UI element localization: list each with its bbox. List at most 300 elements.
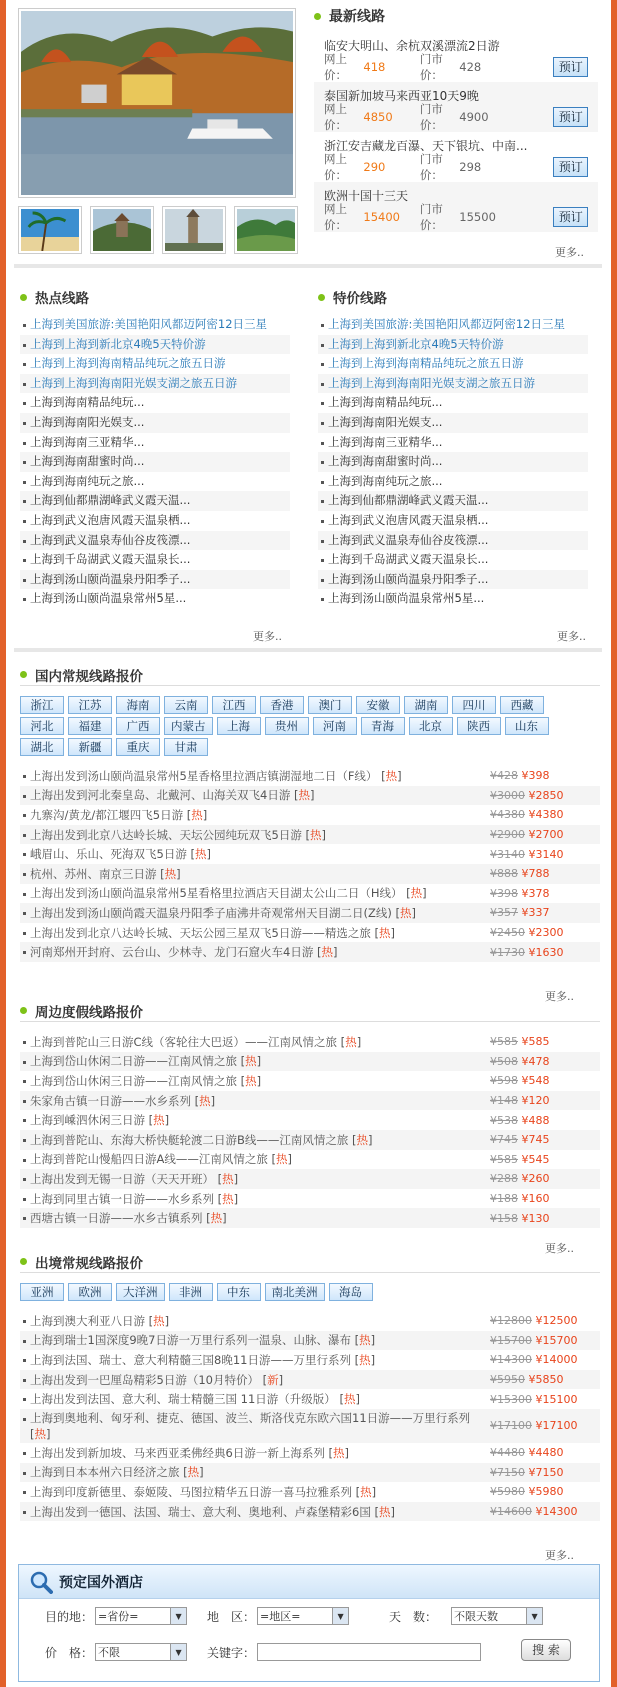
sale-price: ¥745: [521, 1133, 550, 1147]
region-tag[interactable]: 北京: [409, 717, 453, 735]
route-name[interactable]: 上海到普陀山、东海大桥快艇轮渡二日游B线——江南风情之旅 [热]: [30, 1132, 373, 1147]
route-row: [20, 1110, 600, 1130]
book-button[interactable]: 预订: [553, 57, 588, 77]
destination-select[interactable]: =省份= ▼: [95, 1607, 187, 1625]
outbound-title: 出境常规线路报价: [20, 1251, 600, 1273]
route-list-item[interactable]: 上海到海南三亚精华...: [20, 433, 290, 453]
latest-more-link[interactable]: 更多..: [555, 246, 584, 259]
thumbnail-castle[interactable]: [90, 206, 154, 254]
route-list-item[interactable]: 上海到海南三亚精华...: [318, 433, 588, 453]
thumbnail-tower[interactable]: [162, 206, 226, 254]
route-list-item[interactable]: 上海到海南纯玩之旅...: [20, 472, 290, 492]
shop-price: 4900: [459, 110, 489, 124]
route-name[interactable]: 上海到普陀山慢船四日游A线——江南风情之旅 [热]: [30, 1152, 293, 1167]
route-name[interactable]: 河南郑州开封府、云台山、少林寺、龙门石窟火车4日游 [热]: [30, 945, 338, 960]
route-list-item[interactable]: 上海到上海到海南阳光娱支湖之旅五日游: [318, 374, 588, 394]
route-name[interactable]: 上海出发到汤山颐尚温泉常州5星看格里拉酒店天目湖太公山二日（H线） [热]: [30, 886, 427, 901]
bullet-icon: [20, 294, 27, 301]
sale-price: ¥398: [521, 769, 550, 783]
original-price: ¥12800: [490, 1314, 532, 1328]
route-name[interactable]: 朱家角古镇一日游——水乡系列 [热]: [30, 1093, 216, 1108]
hot-badge: 热: [153, 1113, 165, 1128]
route-list-item[interactable]: 上海到上海到新北京4晚5天特价游: [20, 335, 290, 355]
route-name-text: 上海出发到北京八达岭长城、天坛公园纯玩双飞5日游: [30, 827, 302, 842]
route-row: [20, 1071, 600, 1091]
sale-price: ¥1630: [528, 945, 564, 959]
shop-price-label: 门市价：: [419, 202, 443, 232]
nearby-more-link[interactable]: 更多..: [545, 1242, 574, 1255]
route-row: [20, 1311, 600, 1331]
destination-label: 目的地：: [45, 1609, 94, 1624]
region-tag[interactable]: 上海: [217, 717, 261, 735]
hot-badge: 热: [191, 807, 203, 822]
region-tag[interactable]: 中东: [217, 1283, 261, 1301]
nearby-routes-section: [20, 1000, 600, 1228]
net-price-label: 网上价：: [324, 102, 347, 132]
route-list-item[interactable]: 上海到汤山颐尚温泉常州5星...: [20, 589, 290, 609]
latest-routes-panel: [314, 4, 598, 232]
hotel-search-title: 预定国外酒店: [59, 1574, 143, 1591]
hot-badge: 热: [222, 1191, 234, 1206]
route-row: [20, 1189, 600, 1209]
route-list-item[interactable]: 上海到海南精品纯玩...: [318, 393, 588, 413]
net-price: 4850: [363, 110, 393, 124]
hot-badge: 热: [360, 1484, 372, 1499]
route-name[interactable]: 上海到日本本州六日经济之旅 [热]: [30, 1465, 204, 1480]
latest-route-item: [314, 132, 598, 182]
region-tag[interactable]: 江西: [212, 696, 256, 714]
region-tag[interactable]: 大洋洲: [116, 1283, 165, 1301]
route-list-item[interactable]: 上海到汤山颐尚温泉丹阳季子...: [318, 570, 588, 590]
region-tag[interactable]: 新疆: [68, 738, 112, 756]
sale-price: ¥4380: [528, 808, 564, 822]
route-name-text: 上海到奥地利、匈牙利、捷克、德国、波兰、斯洛伐克东欧六国11日游——万里行系列: [30, 1410, 471, 1425]
special-routes-panel: [318, 285, 588, 609]
hot-routes-title: 热点线路: [20, 285, 290, 309]
original-price: ¥7150: [490, 1465, 525, 1479]
region-tag[interactable]: 河北: [20, 717, 64, 735]
route-name[interactable]: 上海出发到北京八达岭长城、天坛公园三星双飞5日游——精选之旅 [热]: [30, 925, 395, 940]
nearby-routes-list: [20, 1032, 600, 1228]
latest-route-name[interactable]: 浙江安吉藏龙百瀑、天下银坑、中南...: [324, 139, 528, 153]
original-price: ¥508: [490, 1054, 518, 1068]
route-name[interactable]: 上海出发到北京八达岭长城、天坛公园纯玩双飞5日游 [热]: [30, 827, 326, 842]
shop-price: 298: [459, 160, 482, 174]
original-price: ¥288: [490, 1172, 518, 1186]
original-price: ¥2450: [490, 926, 525, 940]
keyword-label: 关键字：: [207, 1645, 256, 1660]
route-name-text: 杭州、苏州、南京三日游: [30, 866, 157, 881]
route-name-text: 河南郑州开封府、云台山、少林寺、龙门石窟火车4日游: [30, 945, 314, 960]
route-name-text: 上海出发到一巴厘岛精彩5日游（10月特价）: [30, 1372, 259, 1387]
region-tag[interactable]: 湖北: [20, 738, 64, 756]
route-name-text: 上海到普陀山三日游C线（客轮往大巴返）——江南风情之旅: [30, 1034, 338, 1049]
route-name[interactable]: 上海到瑞士1国深度9晚7日游一万里行系列一温泉、山脉、瀑布 [热]: [30, 1333, 376, 1348]
original-price: ¥5980: [490, 1485, 525, 1499]
route-name[interactable]: 上海出发到法国、意大利、瑞士精髓三国 11日游（升级版） [热]: [30, 1392, 360, 1407]
route-row: [20, 1370, 600, 1390]
route-list-item[interactable]: 上海到美国旅游:美国艳阳风都迈阿密12日三星: [20, 315, 290, 335]
latest-route-name[interactable]: 临安大明山、余杭双溪漂流2日游: [324, 39, 500, 53]
original-price: ¥15700: [490, 1333, 532, 1347]
route-row: [20, 1409, 600, 1443]
route-list-item[interactable]: 上海到海南纯玩之旅...: [318, 472, 588, 492]
latest-route-item: [314, 182, 598, 232]
sale-price: ¥260: [521, 1172, 550, 1186]
route-row: [20, 1482, 600, 1502]
hot-badge: 热: [164, 866, 177, 881]
route-name-text: 上海出发到一德国、法国、瑞士、意大利、奥地利、卢森堡精彩6国: [30, 1504, 371, 1519]
province-tags: [20, 696, 580, 756]
latest-routes-title: 最新线路: [314, 4, 598, 28]
route-name[interactable]: 九寨沟/黄龙/都江堰四飞5日游 [热]: [30, 807, 208, 822]
latest-route-name[interactable]: 欧洲十国十三天: [324, 189, 409, 203]
area-select[interactable]: =地区= ▼: [257, 1607, 349, 1625]
route-name[interactable]: 上海到嵊泗休闲三日游 [热]: [30, 1113, 170, 1128]
region-tag[interactable]: 江苏: [68, 696, 112, 714]
shop-price-label: 门市价：: [419, 152, 443, 182]
route-list-item[interactable]: 上海到海南精品纯玩...: [20, 393, 290, 413]
sale-price: ¥5980: [528, 1485, 564, 1499]
route-name-text: 上海到日本本州六日经济之旅: [30, 1465, 180, 1480]
route-name[interactable]: 上海到奥地利、匈牙利、捷克、德国、波兰、斯洛伐克东欧六国11日游——万里行系列 [热]: [30, 1410, 471, 1441]
route-row: [20, 884, 600, 904]
original-price: ¥158: [490, 1211, 518, 1225]
route-row: [20, 864, 600, 884]
route-name-text: 西塘古镇一日游——水乡古镇系列: [30, 1211, 203, 1226]
route-name[interactable]: 上海到普陀山三日游C线（客轮往大巴返）——江南风情之旅 [热]: [30, 1034, 362, 1049]
sale-price: ¥17100: [535, 1419, 578, 1433]
route-name-text: 上海出发到汤山颐尚温泉常州5星香格里拉酒店镇湖湿地二日（F线）: [30, 768, 378, 783]
hot-badge: 热: [321, 945, 333, 960]
route-list-item[interactable]: 上海到海南阳光娱支...: [318, 413, 588, 433]
hot-badge: 热: [385, 768, 398, 783]
keyword-input[interactable]: [257, 1643, 481, 1661]
sale-price: ¥545: [521, 1152, 550, 1166]
route-list-item[interactable]: 上海到汤山颐尚温泉丹阳季子...: [20, 570, 290, 590]
outbound-routes-section: [20, 1251, 600, 1521]
hotel-search-panel: [18, 1564, 600, 1682]
sale-price: ¥478: [521, 1054, 550, 1068]
route-name-text: 上海到岱山休闲三日游——江南风情之旅: [30, 1073, 237, 1088]
sale-price: ¥160: [521, 1192, 550, 1206]
sale-price: ¥548: [521, 1074, 550, 1088]
region-tag[interactable]: 浙江: [20, 696, 64, 714]
route-name-text: 上海出发到河北秦皇岛、北戴河、山海关双飞4日游: [30, 788, 291, 803]
region-tag[interactable]: 海南: [116, 696, 160, 714]
region-tag[interactable]: 四川: [452, 696, 496, 714]
thumbnail-green-valley[interactable]: [234, 206, 298, 254]
route-list-item[interactable]: 上海到上海到海南精品纯玩之旅五日游: [318, 354, 588, 374]
region-tag[interactable]: 非洲: [169, 1283, 213, 1301]
search-button[interactable]: 搜 索: [521, 1639, 571, 1661]
route-row: [20, 1389, 600, 1409]
bullet-icon: [314, 13, 321, 20]
route-name[interactable]: 峨眉山、乐山、死海双飞5日游 [热]: [30, 847, 211, 862]
route-name[interactable]: 上海出发到一巴厘岛精彩5日游（10月特价） [新]: [30, 1372, 284, 1387]
region-tag[interactable]: 陕西: [457, 717, 501, 735]
thumbnail-palm-beach[interactable]: [18, 206, 82, 254]
sale-price: ¥488: [521, 1113, 550, 1127]
route-name-text: 上海到瑞士1国深度9晚7日游一万里行系列一温泉、山脉、瀑布: [30, 1333, 351, 1348]
net-price-label: 网上价：: [324, 152, 347, 182]
original-price: ¥5950: [490, 1373, 525, 1387]
route-name[interactable]: 上海出发到河北秦皇岛、北戴河、山海关双飞4日游 [热]: [30, 788, 315, 803]
region-tag[interactable]: 重庆: [116, 738, 160, 756]
region-tag[interactable]: 香港: [260, 696, 304, 714]
route-name[interactable]: 西塘古镇一日游——水乡古镇系列 [热]: [30, 1211, 227, 1226]
region-tag[interactable]: 安徽: [356, 696, 400, 714]
hot-badge: 热: [356, 1132, 369, 1147]
hot-badge: 热: [187, 1465, 200, 1480]
chevron-down-icon: ▼: [170, 1608, 186, 1624]
sale-price: ¥14300: [535, 1505, 578, 1519]
original-price: ¥4480: [490, 1446, 525, 1460]
bullet-icon: [20, 1007, 27, 1014]
original-price: ¥148: [490, 1094, 518, 1108]
hot-badge: 热: [222, 1171, 234, 1186]
book-button[interactable]: 预订: [553, 207, 588, 227]
route-list-item[interactable]: 上海到上海到海南阳光娱支湖之旅五日游: [20, 374, 290, 394]
domestic-routes-section: [20, 664, 600, 962]
route-row: [20, 1350, 600, 1370]
sale-price: ¥585: [521, 1035, 550, 1049]
route-name-text: 上海到法国、瑞士、意大利精髓三国8晚11日游——万里行系列: [30, 1352, 351, 1367]
route-row: [20, 1169, 600, 1189]
region-tag[interactable]: 湖南: [404, 696, 448, 714]
original-price: ¥398: [490, 886, 518, 900]
route-list-item[interactable]: 上海到上海到海南精品纯玩之旅五日游: [20, 354, 290, 374]
magnifier-icon: [29, 1570, 53, 1594]
original-price: ¥585: [490, 1152, 518, 1166]
hot-badge: 热: [194, 847, 207, 862]
route-name-text: 上海出发到新加坡、马来西亚柔佛经典6日游一新上海系列: [30, 1445, 325, 1460]
region-tag[interactable]: 海岛: [329, 1283, 373, 1301]
sale-price: ¥3140: [528, 847, 564, 861]
route-name[interactable]: 上海到同里古镇一日游——水乡系列 [热]: [30, 1191, 239, 1206]
route-name[interactable]: 上海出发到汤山颐尚温泉常州5星香格里拉酒店镇湖湿地二日（F线） [热]: [30, 768, 402, 783]
route-list-item[interactable]: 上海到海南甜蜜时尚...: [318, 452, 588, 472]
region-tag[interactable]: 亚洲: [20, 1283, 64, 1301]
route-name[interactable]: 上海出发到新加坡、马来西亚柔佛经典6日游一新上海系列 [热]: [30, 1445, 349, 1460]
original-price: ¥888: [490, 867, 518, 881]
route-row: [20, 1443, 600, 1463]
route-name-text: 上海出发到汤山颐尚温泉常州5星看格里拉酒店天目湖太公山二日（H线）: [30, 886, 403, 901]
original-price: ¥1730: [490, 945, 525, 959]
region-tag[interactable]: 内蒙古: [164, 717, 213, 735]
region-tag[interactable]: 西藏: [500, 696, 544, 714]
route-name-text: 上海到岱山休闲二日游——江南风情之旅: [30, 1054, 237, 1069]
route-name-text: 九寨沟/黄龙/都江堰四飞5日游: [30, 807, 184, 822]
latest-route-name[interactable]: 泰国新加坡马来西亚10天9晚: [324, 89, 479, 103]
original-price: ¥4380: [490, 808, 525, 822]
days-label: 天 数：: [389, 1609, 438, 1624]
route-row: [20, 1208, 600, 1228]
original-price: ¥14600: [490, 1505, 532, 1519]
route-row: [20, 766, 600, 786]
route-name-text: 上海到普陀山慢船四日游A线——江南风情之旅: [30, 1152, 268, 1167]
region-tag[interactable]: 贵州: [265, 717, 309, 735]
route-name-text: 上海出发到无锡一日游（天天开班）: [30, 1171, 214, 1186]
sale-price: ¥12500: [535, 1314, 578, 1328]
route-row: [20, 1091, 600, 1111]
route-row: [20, 1052, 600, 1072]
hot-badge: 热: [332, 1445, 345, 1460]
days-select[interactable]: 不限天数 ▼: [451, 1607, 543, 1625]
bullet-icon: [20, 671, 27, 678]
sale-price: ¥14000: [535, 1353, 578, 1367]
region-tag[interactable]: 广西: [116, 717, 160, 735]
book-button[interactable]: 预订: [553, 157, 588, 177]
original-price: ¥3000: [490, 788, 525, 802]
original-price: ¥2900: [490, 828, 525, 842]
hot-badge: 热: [245, 1054, 257, 1069]
route-row: [20, 1331, 600, 1351]
bullet-icon: [318, 294, 325, 301]
route-list-item[interactable]: 上海到武义温泉寿仙谷皮筏漂...: [20, 531, 290, 551]
special-more-link[interactable]: 更多..: [557, 630, 586, 643]
route-name[interactable]: 上海出发到汤山颐尚霞天温泉丹阳季子庙沸井奇观常州天目湖二日(Z线) [热]: [30, 905, 417, 920]
route-row: [20, 786, 600, 806]
photo-thumbnails: [18, 206, 298, 254]
hot-badge: 热: [400, 905, 412, 920]
sale-price: ¥2300: [528, 926, 564, 940]
special-routes-list: [318, 315, 588, 609]
shop-price-label: 门市价：: [419, 52, 443, 82]
route-name[interactable]: 上海到岱山休闲二日游——江南风情之旅 [热]: [30, 1054, 262, 1069]
route-row: [20, 1130, 600, 1150]
route-name-text: 峨眉山、乐山、死海双飞5日游: [30, 847, 187, 862]
route-row: [20, 844, 600, 864]
sale-price: ¥15700: [535, 1333, 578, 1347]
hot-badge: 热: [359, 1352, 371, 1367]
sale-price: ¥7150: [528, 1465, 564, 1479]
sale-price: ¥5850: [528, 1373, 564, 1387]
original-price: ¥188: [490, 1192, 518, 1206]
route-list-item[interactable]: 上海到武义泡唐风霞天温泉栖...: [20, 511, 290, 531]
route-name[interactable]: 上海到岱山休闲三日游——江南风情之旅 [热]: [30, 1073, 262, 1088]
hot-badge: 热: [345, 1034, 357, 1049]
route-list-item[interactable]: 上海到千岛湖武义霞天温泉长...: [20, 550, 290, 570]
hot-badge: 热: [199, 1093, 211, 1108]
original-price: ¥15300: [490, 1392, 532, 1406]
route-row: [20, 903, 600, 923]
outbound-more-link[interactable]: 更多..: [545, 1549, 574, 1562]
featured-photo[interactable]: [18, 8, 296, 198]
hot-routes-panel: [20, 285, 290, 609]
route-list-item[interactable]: 上海到海南阳光娱支...: [20, 413, 290, 433]
region-tag[interactable]: 云南: [164, 696, 208, 714]
route-row: [20, 923, 600, 943]
route-list-item[interactable]: 上海到海南甜蜜时尚...: [20, 452, 290, 472]
route-row: [20, 805, 600, 825]
route-name[interactable]: 上海出发到一德国、法国、瑞士、意大利、奥地利、卢森堡精彩6国 [热]: [30, 1504, 395, 1519]
domestic-routes-list: [20, 766, 600, 962]
route-name[interactable]: 上海出发到无锡一日游（天天开班） [热]: [30, 1171, 239, 1186]
domestic-more-link[interactable]: 更多..: [545, 990, 574, 1003]
original-price: ¥14300: [490, 1353, 532, 1367]
route-name[interactable]: 上海到印度新德里、泰姬陵、马图拉精华五日游一喜马拉雅系列 [热]: [30, 1484, 377, 1499]
region-tag[interactable]: 福建: [68, 717, 112, 735]
book-button[interactable]: 预订: [553, 107, 588, 127]
route-name-text: 朱家角古镇一日游——水乡系列: [30, 1093, 191, 1108]
route-row: [20, 1502, 600, 1522]
hot-badge: 热: [210, 1211, 223, 1226]
route-list-item[interactable]: 上海到美国旅游:美国艳阳风都迈阿密12日三星: [318, 315, 588, 335]
sale-price: ¥4480: [528, 1446, 564, 1460]
hot-more-link[interactable]: 更多..: [253, 630, 282, 643]
latest-routes-list: [314, 32, 598, 232]
hotel-search-header: [19, 1565, 599, 1599]
route-name-text: 上海到澳大利亚八日游: [30, 1313, 145, 1328]
region-tag[interactable]: 澳门: [308, 696, 352, 714]
route-row: [20, 1463, 600, 1483]
region-tag[interactable]: 南北美洲: [265, 1283, 325, 1301]
net-price-label: 网上价：: [324, 52, 347, 82]
shop-price-label: 门市价：: [419, 102, 443, 132]
route-name-text: 上海出发到汤山颐尚霞天温泉丹阳季子庙沸井奇观常州天目湖二日(Z线): [30, 905, 392, 920]
original-price: ¥357: [490, 906, 518, 920]
route-list-item[interactable]: 上海到武义泡唐风霞天温泉栖...: [318, 511, 588, 531]
route-name[interactable]: 上海到法国、瑞士、意大利精髓三国8晚11日游——万里行系列 [热]: [30, 1352, 376, 1367]
region-tag[interactable]: 青海: [361, 717, 405, 735]
chevron-down-icon: ▼: [170, 1644, 186, 1660]
special-routes-title: 特价线路: [318, 285, 588, 309]
hot-badge: 热: [378, 925, 391, 940]
region-tag[interactable]: 河南: [313, 717, 357, 735]
region-tag[interactable]: 山东: [505, 717, 549, 735]
hot-badge: 热: [410, 886, 423, 901]
route-name-text: 上海出发到法国、意大利、瑞士精髓三国 11日游（升级版）: [30, 1392, 336, 1407]
route-list-item[interactable]: 上海到仙都鼎湖峰武义霞天温...: [20, 491, 290, 511]
region-tag[interactable]: 欧洲: [68, 1283, 112, 1301]
shop-price: 428: [459, 60, 482, 74]
route-name[interactable]: 上海到澳大利亚八日游 [热]: [30, 1313, 170, 1328]
sale-price: ¥2700: [528, 828, 564, 842]
route-list-item[interactable]: 上海到武义温泉寿仙谷皮筏漂...: [318, 531, 588, 551]
route-row: [20, 1032, 600, 1052]
chevron-down-icon: ▼: [526, 1608, 542, 1624]
original-price: ¥585: [490, 1035, 518, 1049]
original-price: ¥428: [490, 769, 518, 783]
hot-routes-list: [20, 315, 290, 609]
region-tag[interactable]: 甘肃: [164, 738, 208, 756]
hot-badge: 热: [276, 1152, 288, 1167]
route-name-text: 上海到普陀山、东海大桥快艇轮渡二日游B线——江南风情之旅: [30, 1132, 349, 1147]
route-list-item[interactable]: 上海到上海到新北京4晚5天特价游: [318, 335, 588, 355]
route-list-item[interactable]: 上海到千岛湖武义霞天温泉长...: [318, 550, 588, 570]
route-row: [20, 942, 600, 962]
hot-badge: 热: [378, 1504, 391, 1519]
original-price: ¥538: [490, 1113, 518, 1127]
route-list-item[interactable]: 上海到仙都鼎湖峰武义霞天温...: [318, 491, 588, 511]
hot-badge: 新: [267, 1372, 279, 1387]
net-price-label: 网上价：: [324, 202, 347, 232]
route-name[interactable]: 杭州、苏州、南京三日游 [热]: [30, 866, 181, 881]
route-name-text: 上海到嵊泗休闲三日游: [30, 1113, 145, 1128]
price-select[interactable]: 不限 ▼: [95, 1643, 187, 1661]
route-row: [20, 825, 600, 845]
hot-badge: 热: [245, 1073, 257, 1088]
net-price: 290: [363, 160, 386, 174]
original-price: ¥17100: [490, 1419, 532, 1433]
route-row: [20, 1150, 600, 1170]
sale-price: ¥130: [521, 1211, 550, 1225]
route-list-item[interactable]: 上海到汤山颐尚温泉常州5星...: [318, 589, 588, 609]
sale-price: ¥2850: [528, 788, 564, 802]
sale-price: ¥788: [521, 867, 550, 881]
bullet-icon: [20, 1258, 27, 1265]
